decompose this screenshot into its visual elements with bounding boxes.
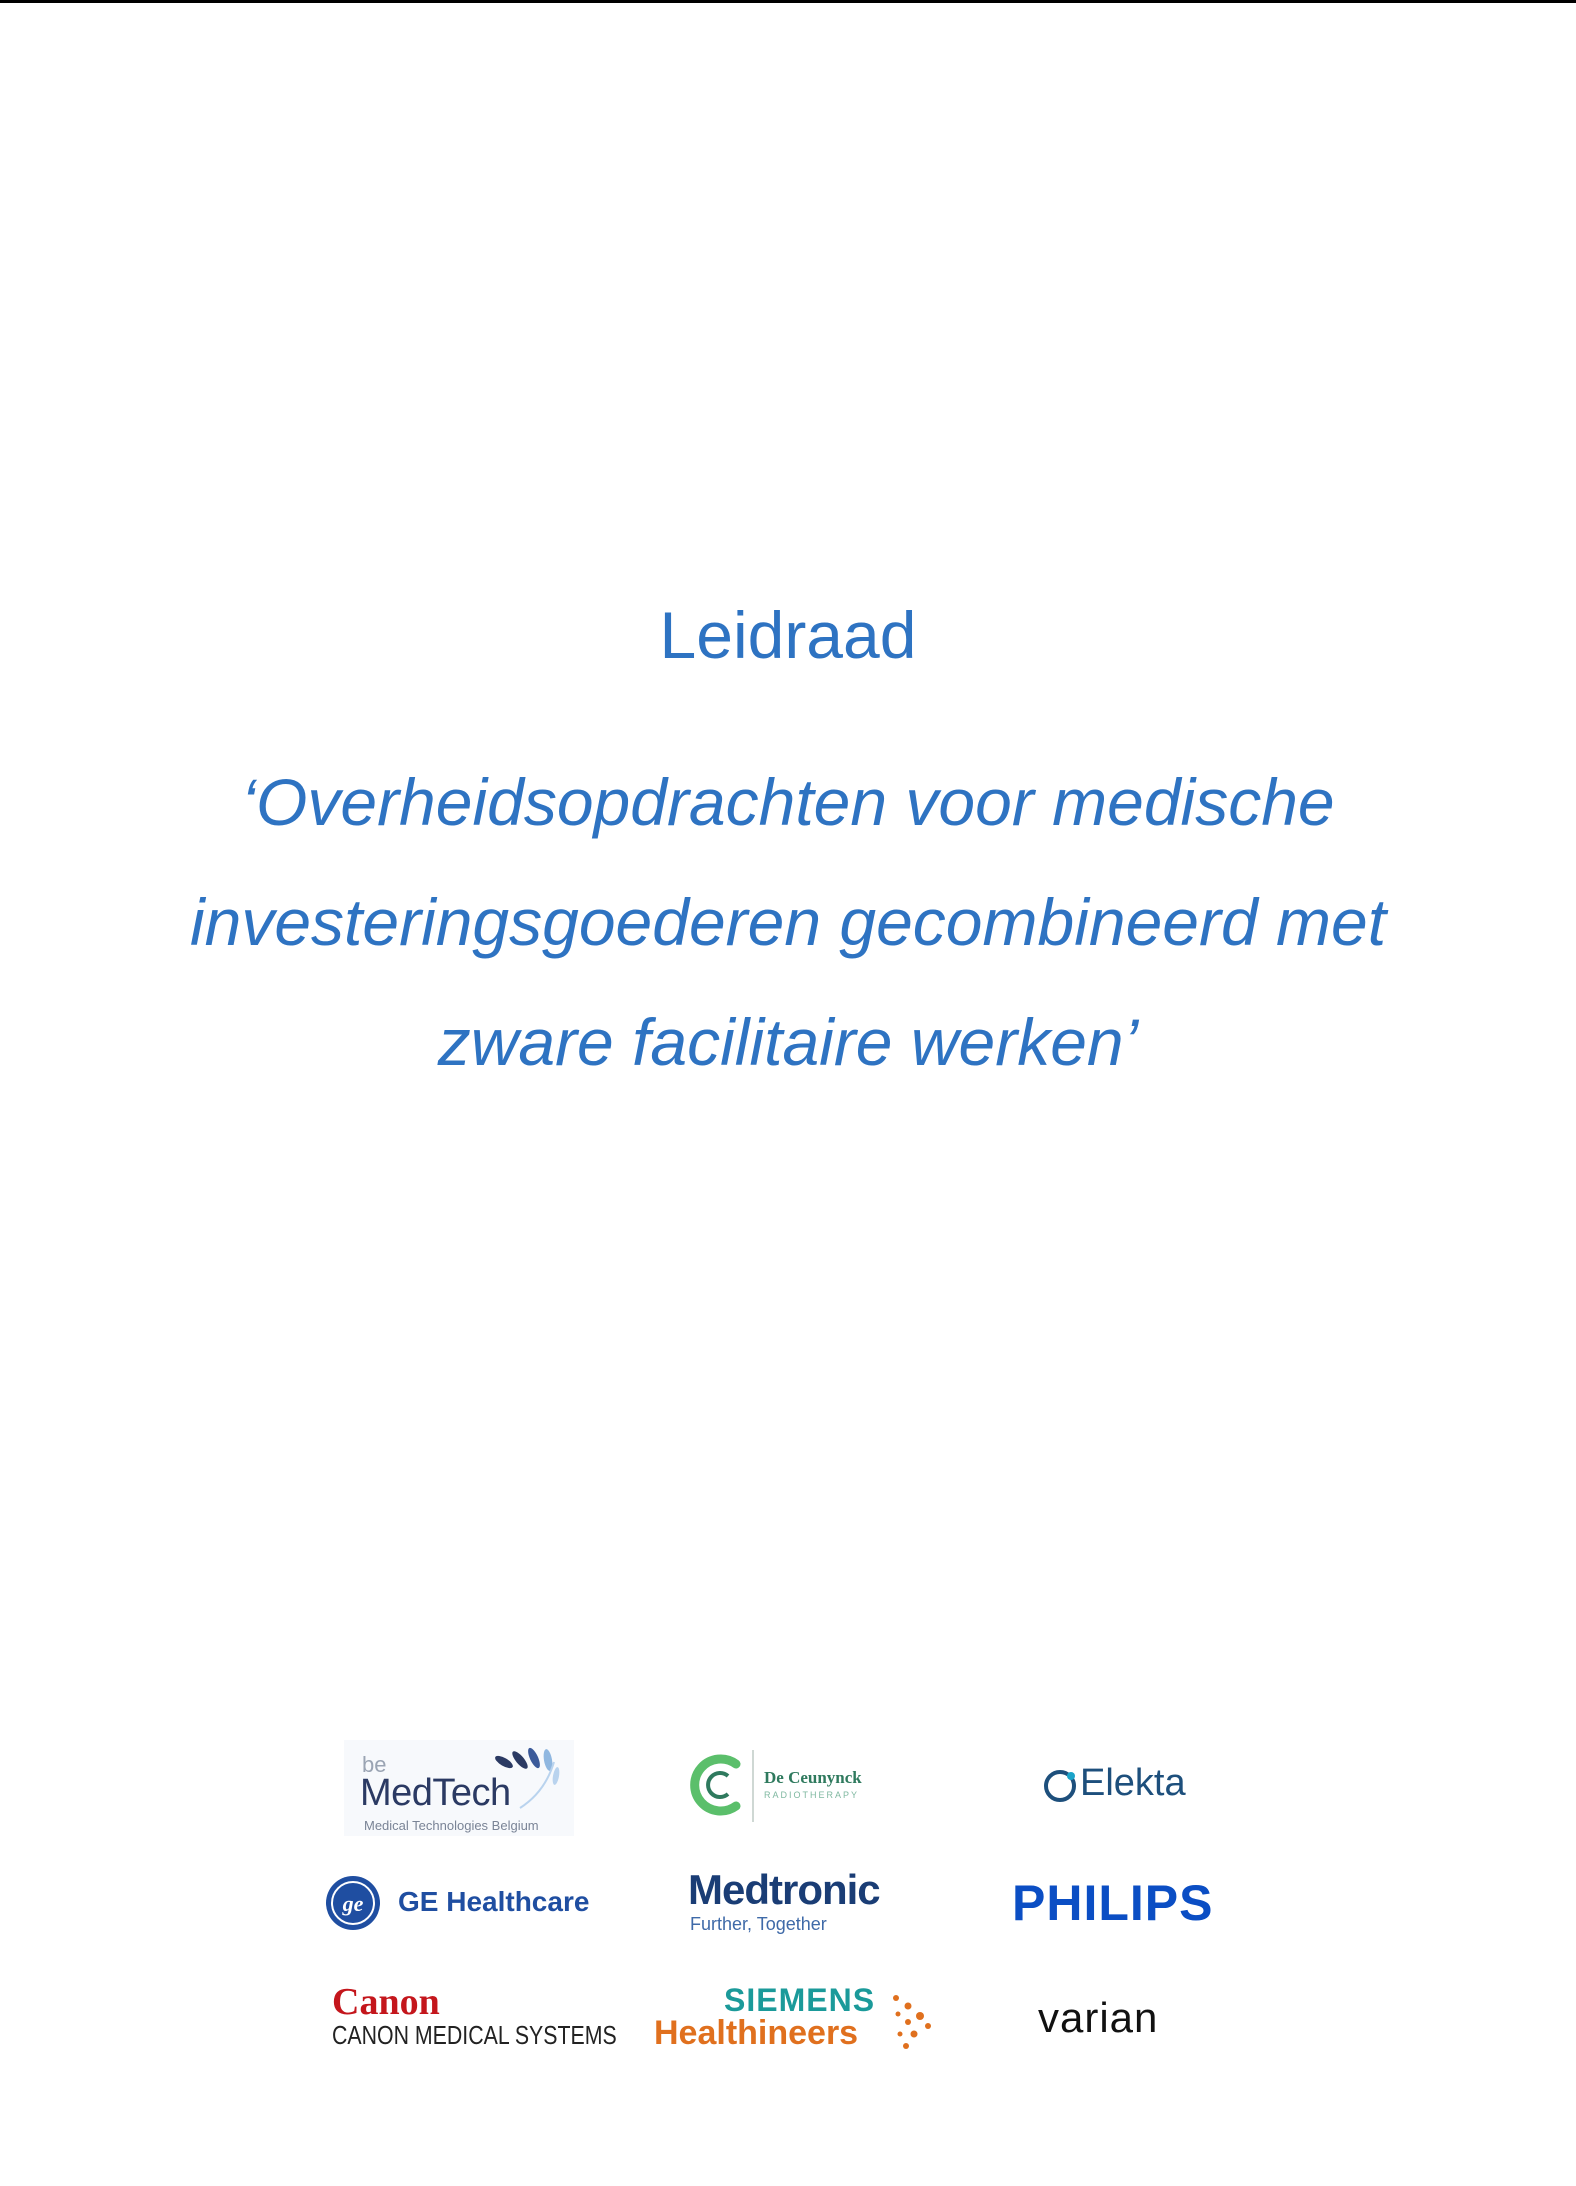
varian-name: varian xyxy=(1038,1994,1159,2041)
page-top-border xyxy=(0,0,1576,3)
bemedtech-be-text: be xyxy=(362,1752,387,1777)
bemedtech-name: MedTech xyxy=(360,1772,511,1814)
bemedtech-logo xyxy=(344,1740,574,1836)
bemedtech-tagline: Medical Technologies Belgium xyxy=(364,1818,539,1833)
deceunynck-divider xyxy=(752,1750,754,1822)
subtitle-line-2: investeringsgoederen gecombineerd met xyxy=(189,885,1387,959)
document-subtitle xyxy=(0,742,1576,1102)
deceunynck-logo xyxy=(686,1746,906,1826)
philips-name: PHILIPS xyxy=(1012,1875,1214,1931)
deceunynck-tagline: RADIOTHERAPY xyxy=(764,1790,860,1800)
medtronic-name: Medtronic xyxy=(688,1866,880,1913)
elekta-ring-icon xyxy=(1042,1766,1082,1806)
siemens-healthineers-logo xyxy=(654,1982,934,2062)
medtronic-logo xyxy=(688,1866,908,1936)
bemedtech-leaves-icon xyxy=(490,1742,570,1812)
siemens-name: SIEMENS xyxy=(724,1982,876,2018)
varian-logo xyxy=(1038,1994,1238,2050)
canon-name: Canon xyxy=(332,1981,440,2023)
ge-healthcare-name: GE Healthcare xyxy=(398,1886,590,1917)
svg-text:ge: ge xyxy=(342,1891,364,1916)
siemens-dots-icon xyxy=(890,1990,934,2054)
ge-healthcare-logo xyxy=(324,1872,604,1936)
canon-logo xyxy=(330,1980,617,2056)
medtronic-tagline: Further, Together xyxy=(690,1914,827,1934)
deceunynck-c-icon xyxy=(686,1750,756,1820)
canon-tagline: CANON MEDICAL SYSTEMS xyxy=(332,2020,617,2050)
subtitle-line-3: zware facilitaire werken’ xyxy=(437,1005,1139,1079)
ge-monogram-icon xyxy=(324,1874,382,1932)
healthineers-name: Healthineers xyxy=(654,2014,859,2052)
document-title: Leidraad xyxy=(659,598,917,672)
deceunynck-name: De Ceunynck xyxy=(764,1768,862,1787)
subtitle-line-1: ‘Overheidsopdrachten voor medische xyxy=(241,765,1335,839)
philips-logo xyxy=(1012,1874,1232,1934)
elekta-logo xyxy=(1040,1758,1230,1812)
elekta-name: Elekta xyxy=(1080,1762,1186,1804)
